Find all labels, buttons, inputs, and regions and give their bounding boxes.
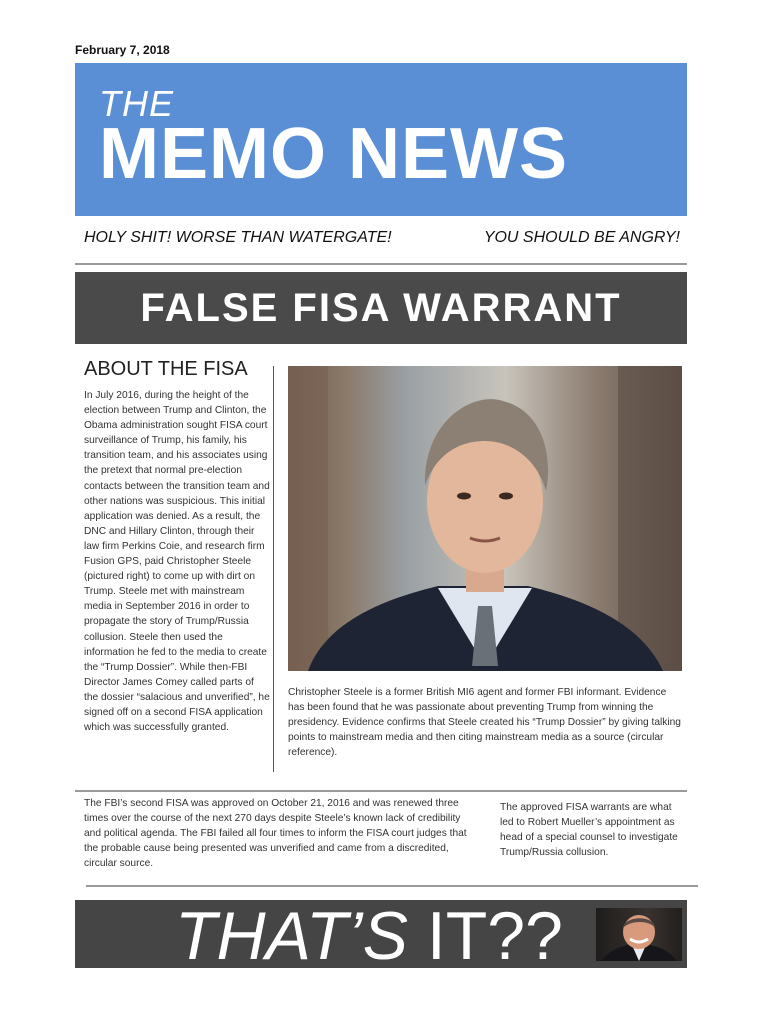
footer-headline-part2: IT??: [407, 898, 563, 974]
headline-bar: [75, 272, 687, 344]
divider: [75, 263, 687, 265]
issue-date: February 7, 2018: [75, 43, 170, 57]
tagline-left: HOLY SHIT! WORSE THAN WATERGATE!: [84, 229, 392, 246]
photo-caption: Christopher Steele is a former British MI6 agent and former FBI informant. Evidence has been found that he was passionate about preventing Trump from winning the presidency. Evidence confirms that Steele created his “Trump Dossier” by giving talking points to mainstream media and then citing mainstream media as a source (circular reference).: [288, 687, 681, 759]
footer-portrait-photo: [596, 908, 682, 961]
footer-headline-part1: THAT’S: [175, 898, 408, 974]
divider: [75, 790, 687, 792]
about-title: ABOUT THE FISA: [84, 358, 248, 380]
portrait-photo: [288, 366, 682, 671]
footer-portrait-illustration: [596, 908, 682, 961]
headline: FALSE FISA WARRANT: [140, 285, 622, 330]
masthead-the: THE: [99, 83, 174, 124]
second-fisa-text: The FBI’s second FISA was approved on October 21, 2016 and was renewed three times over the course of the next 270 days despite Steele’s known lack of credibility and political agenda. The FBI failed all four times to inform the FISA court judges that the probable cause being presented was unverified and came from a discredited, circular source.: [84, 798, 467, 870]
column-divider: [273, 366, 274, 772]
approved-warrants-text: The approved FISA warrants are what led to Robert Mueller’s appointment as head of a special counsel to investigate Trump/Russia collusion.: [500, 802, 678, 859]
footer-headline: [175, 898, 563, 974]
portrait-illustration: [288, 366, 682, 671]
masthead: [75, 63, 687, 216]
about-body: In July 2016, during the height of the election between Trump and Clinton, the Obama administration sought FISA court surveillance of Trump, his family, his transition team, and his associates using the pretext that normal pre-election contacts between the transition team and other nations was suspicious. This initial application was denied. As a result, the DNC and Hillary Clinton, through their law firm Perkins Coie, and research firm Fusion GPS, paid Christopher Steele (pictured right) to come up with dirt on Trump. Steele met with mainstream media in September 2016 in order to propagate the story of Trump/Russia collusion. Steele then used the information he fed to the media to create the “Trump Dossier”. While then-FBI Director James Comey called parts of the dossier “salacious and unverified”, he signed off on a second FISA application which was successfully granted.: [84, 390, 270, 734]
tagline-right: YOU SHOULD BE ANGRY!: [483, 229, 680, 246]
footer-bar: [75, 898, 687, 974]
masthead-title: MEMO NEWS: [99, 114, 568, 194]
divider: [86, 885, 698, 887]
